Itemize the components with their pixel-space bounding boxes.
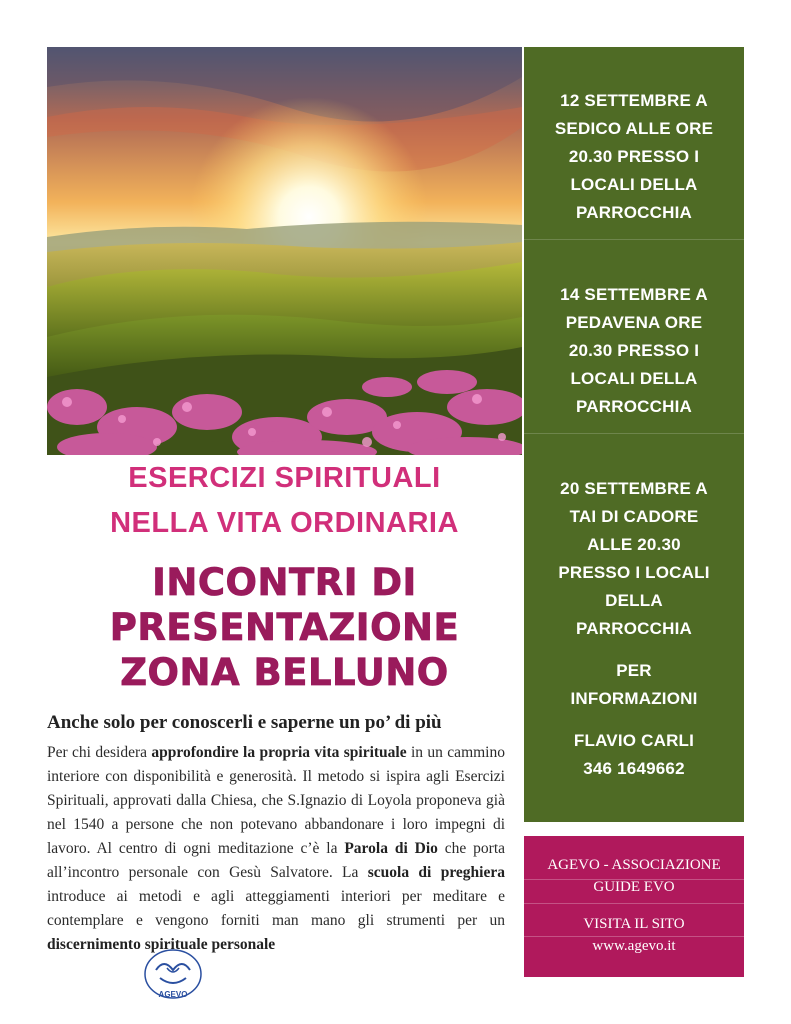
info-line: PER (616, 661, 652, 680)
agevo-logo (142, 948, 204, 1004)
divider (524, 239, 744, 240)
schedule-line: PARROCCHIA (576, 397, 692, 416)
schedule-line: LOCALI DELLA (570, 175, 698, 194)
schedule-line: SEDICO ALLE ORE (554, 119, 714, 138)
text-bold: approfondire la propria vita spirituale (151, 744, 407, 761)
schedule-line: 20.30 PRESSO I (568, 341, 700, 360)
schedule-line: LOCALI DELLA (570, 369, 698, 388)
text-run: Per chi desidera (47, 744, 152, 761)
title-line-3: INCONTRI DI (152, 561, 417, 604)
schedule-line: PEDAVENA ORE (565, 313, 703, 332)
association-name-line2: GUIDE EVO (593, 879, 675, 895)
schedule-line: DELLA (605, 591, 663, 610)
text-bold: discernimento spirituale personale (47, 936, 276, 953)
schedule-line: PRESSO I LOCALI (558, 563, 710, 582)
logo-text: AGEVO (158, 990, 188, 999)
divider (524, 433, 744, 434)
schedule-line: 12 SETTEMBRE A (560, 91, 708, 110)
info-line: INFORMAZIONI (570, 689, 698, 708)
schedule-line: ALLE 20.30 (587, 535, 681, 554)
text-bold: Parola di Dio (344, 840, 438, 857)
schedule-line: 20.30 PRESSO I (568, 147, 700, 166)
contact-name: FLAVIO CARLI (573, 731, 695, 750)
info-block (524, 657, 744, 713)
schedule-item-pedavena (524, 281, 744, 421)
website-link[interactable]: www.agevo.it (592, 938, 676, 954)
schedule-item-sedico (524, 87, 744, 227)
association-box (524, 836, 744, 977)
schedule-line: 14 SETTEMBRE A (560, 285, 708, 304)
schedule-line: PARROCCHIA (576, 619, 692, 638)
text-run: in un cammino interiore con disponibilità e generosità. Il metodo si ispira agli Esercizi Spirituali, approvati dalla Chiesa, che S.Ignazio di Loyola proponeva già nel 1540 a persone che non potevano abbandonare i loro impegni di lavoro. Al centro di ogni meditazione c’è la (47, 744, 505, 857)
text-run: introduce ai metodi e agli atteggiamenti interiori per meditare e contemplare e vengono forniti man mano gli strumenti per un (47, 888, 505, 929)
title-line-5: ZONA BELLUNO (120, 651, 449, 694)
schedule-panel (524, 47, 744, 822)
description-paragraph (47, 741, 505, 957)
subheading: Anche solo per conoscerli e saperne un po’ di più (47, 712, 442, 733)
hero-image (47, 47, 522, 455)
schedule-item-tai-di-cadore (524, 475, 744, 643)
title-line-1: ESERCIZI SPIRITUALI (128, 462, 441, 494)
sunset-meadow-image (47, 47, 522, 455)
text-bold: scuola di preghiera (367, 864, 505, 881)
visit-site-label: VISITA IL SITO (583, 916, 685, 932)
schedule-line: PARROCCHIA (576, 203, 692, 222)
contact-phone[interactable]: 346 1649662 (583, 759, 685, 778)
schedule-line: TAI DI CADORE (569, 507, 699, 526)
divider (524, 903, 744, 904)
title-line-4: PRESENTAZIONE (109, 606, 460, 649)
text-run: che porta all’incontro personale con Gesù Salvatore. La (47, 840, 506, 881)
title-line-2: NELLA VITA ORDINARIA (110, 507, 459, 539)
schedule-line: 20 SETTEMBRE A (560, 479, 708, 498)
contact-block (524, 727, 744, 783)
association-name: AGEVO - ASSOCIAZIONE (547, 857, 721, 873)
